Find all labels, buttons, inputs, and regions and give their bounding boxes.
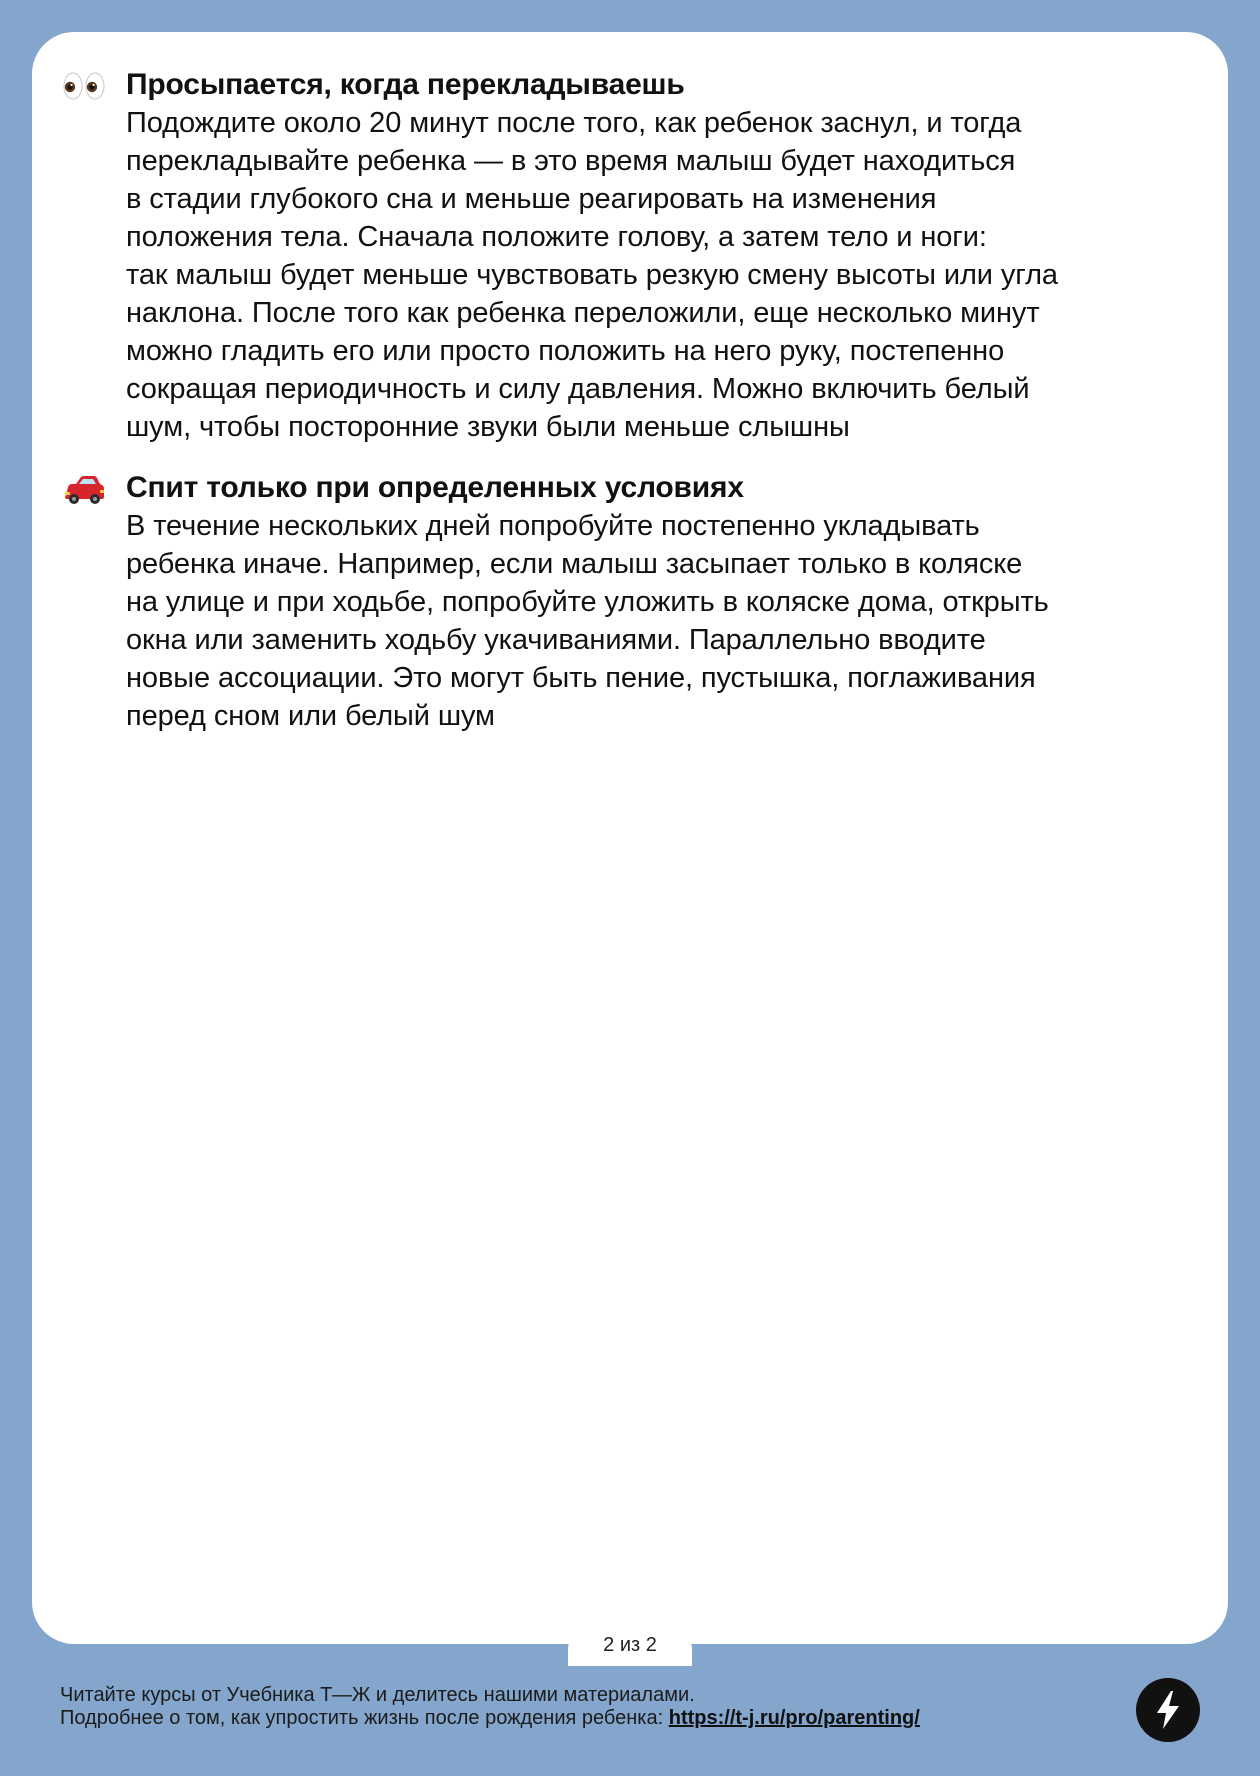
tip-body-line: в стадии глубокого сна и меньше реагировать на изменения: [126, 183, 937, 215]
lightning-bolt-icon: [1136, 1678, 1200, 1742]
tip-body: [126, 507, 1226, 735]
tip-title: Просыпается, когда перекладываешь: [126, 68, 685, 101]
tip-title: Спит только при определенных условиях: [126, 471, 744, 504]
tip-body-line: ребенка иначе. Например, если малыш засыпает только в коляске: [126, 548, 1023, 580]
footer-link[interactable]: https://t-j.ru/pro/parenting/: [668, 1707, 920, 1729]
tip-body-line: В течение нескольких дней попробуйте постепенно укладывать: [126, 510, 980, 542]
content-card: [32, 32, 1228, 1644]
tip-body-line: на улице и при ходьбе, попробуйте уложить в коляске дома, открыть: [126, 586, 1049, 618]
tip-body-line: положения тела. Сначала положите голову, а затем тело и ноги:: [126, 221, 987, 253]
lightning-logo-icon[interactable]: [1136, 1678, 1200, 1742]
page-indicator: 2 из 2: [568, 1622, 692, 1666]
tip-body-line: так малыш будет меньше чувствовать резкую смену высоты или угла: [126, 259, 1058, 291]
tip-body-line: перед сном или белый шум: [126, 700, 495, 732]
footer-line-1: Читайте курсы от Учебника Т—Ж и делитесь нашими материалами.: [60, 1684, 695, 1706]
car-emoji-icon: [62, 471, 106, 507]
tip-body: [126, 104, 1226, 446]
tip-body-line: новые ассоциации. Это могут быть пение, пустышка, поглаживания: [126, 662, 1036, 694]
tip-body-line: можно гладить его или просто положить на него руку, постепенно: [126, 335, 1005, 367]
tip-body-line: наклона. После того как ребенка переложили, еще несколько минут: [126, 297, 1040, 329]
footer-line-2-text: Подробнее о том, как упростить жизнь после рождения ребенка:: [60, 1707, 669, 1729]
footer-text: [60, 1684, 920, 1730]
tip-block: [126, 469, 1226, 735]
tip-body-line: сокращая периодичность и силу давления. Можно включить белый: [126, 373, 1030, 405]
tip-block: [126, 66, 1226, 446]
tip-body-line: Подождите около 20 минут после того, как ребенок заснул, и тогда: [126, 107, 1022, 139]
footer-line-2: [60, 1707, 920, 1730]
tip-body-line: шум, чтобы посторонние звуки были меньше слышны: [126, 411, 850, 443]
eyes-emoji-icon: [62, 68, 106, 104]
tip-body-line: окна или заменить ходьбу укачиваниями. Параллельно вводите: [126, 624, 986, 656]
tip-body-line: перекладывайте ребенка — в это время малыш будет находиться: [126, 145, 1016, 177]
